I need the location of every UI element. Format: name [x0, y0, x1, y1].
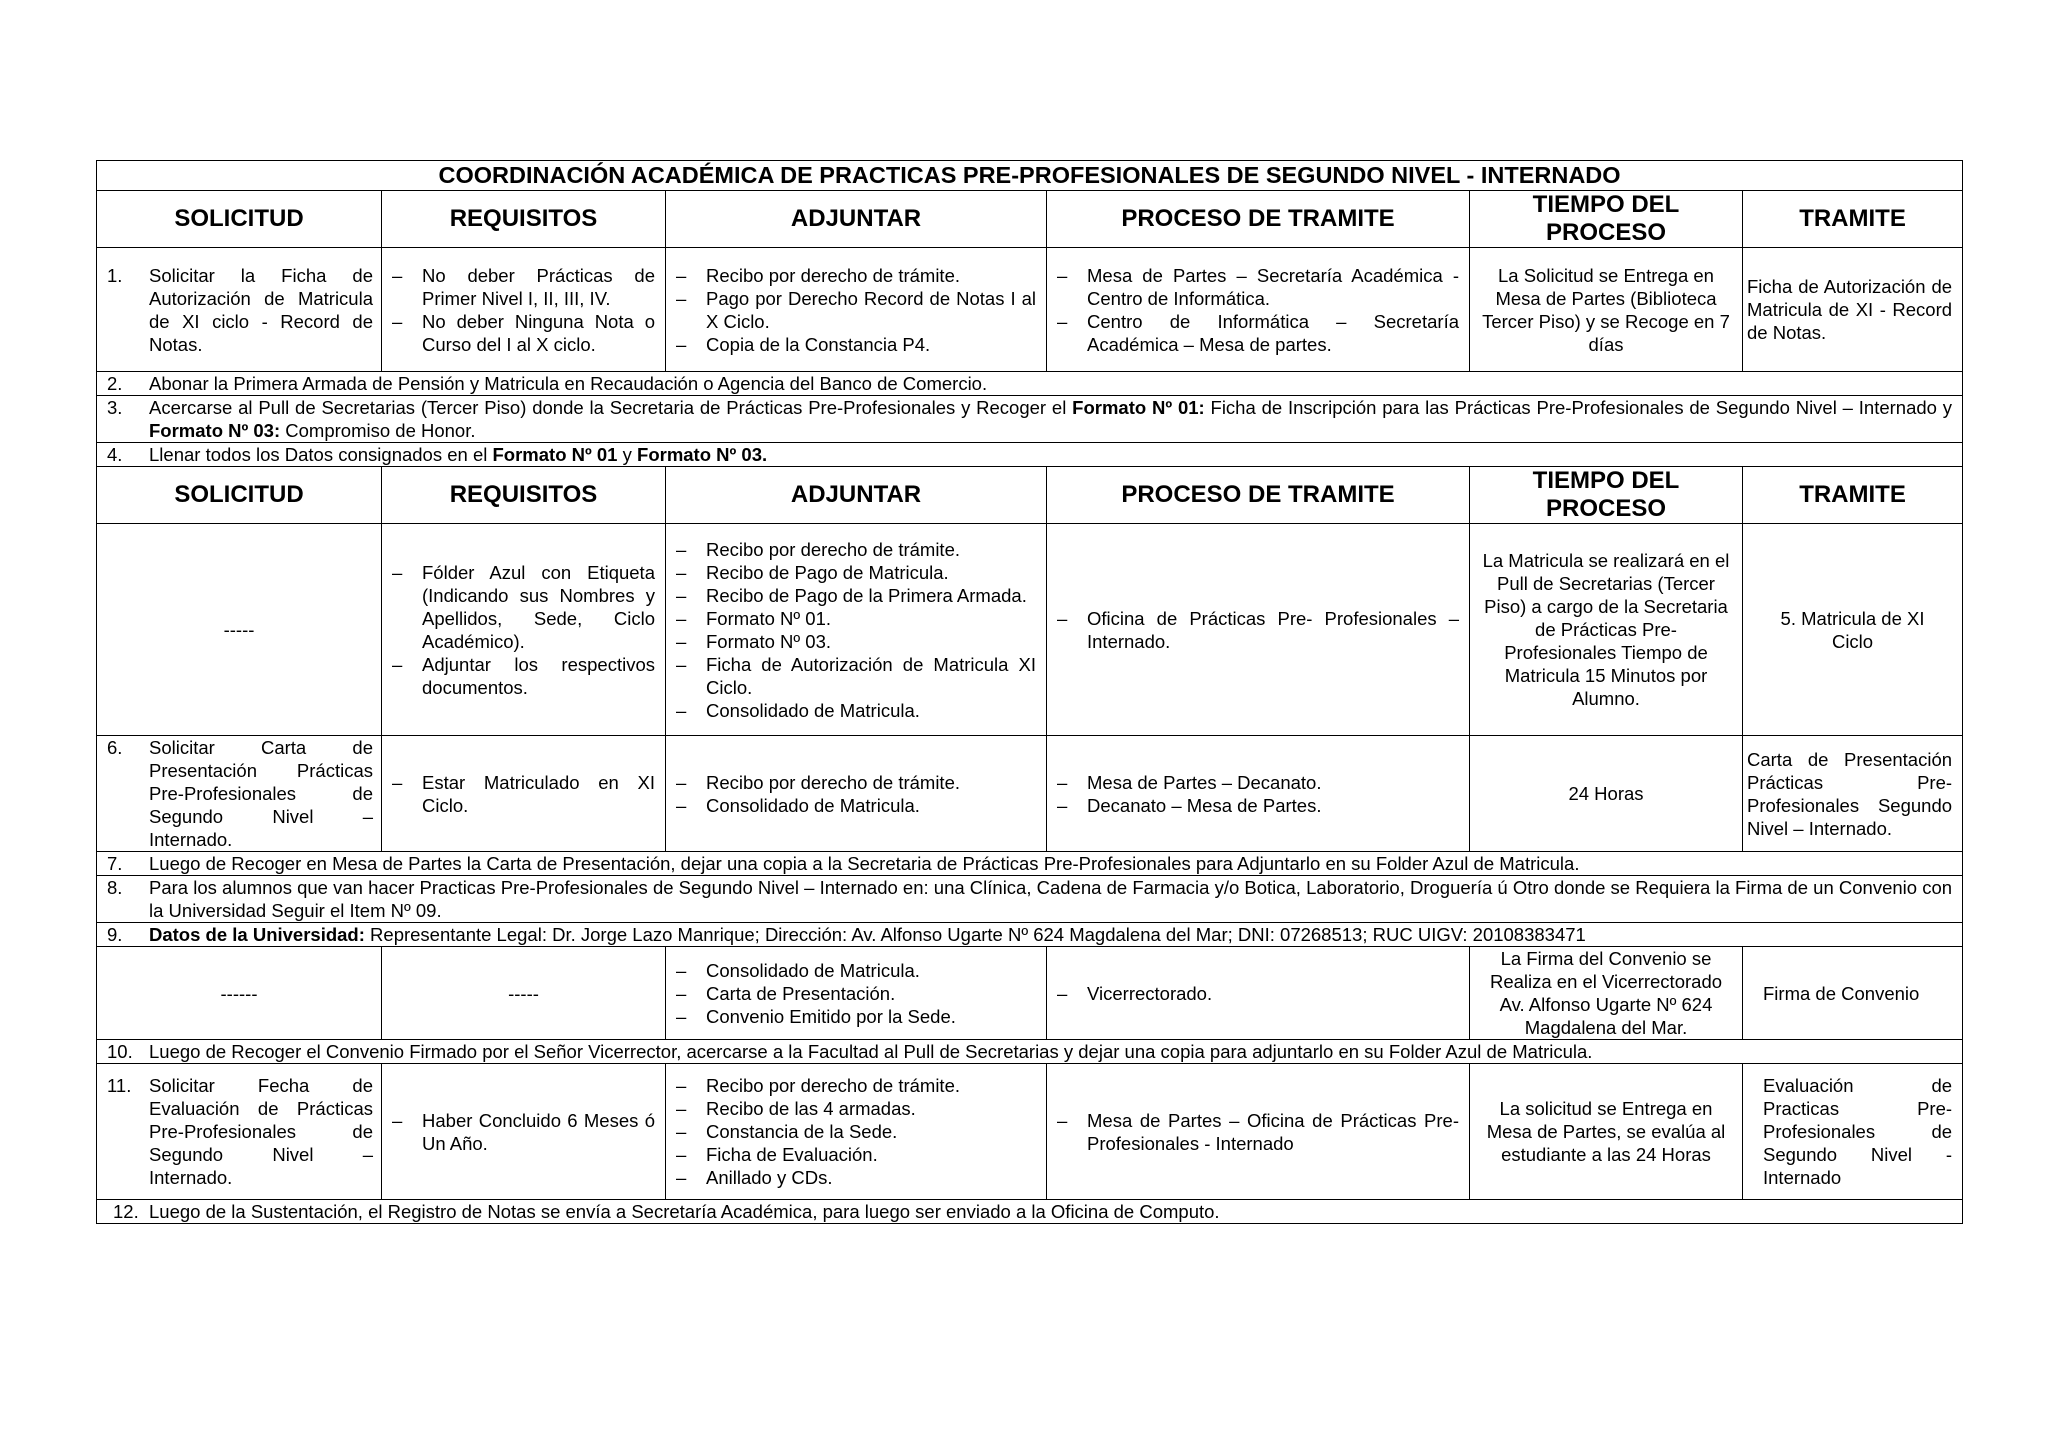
cell-proceso [1047, 1064, 1470, 1200]
cell-tiempo: La solicitud se Entrega en Mesa de Partes, se evalúa al estudiante a las 24 Horas [1470, 1064, 1743, 1200]
note-text [149, 923, 1952, 946]
list-item: – Recibo por derecho de trámite. [676, 538, 1036, 561]
list-item: – Recibo por derecho de trámite. [676, 1074, 1036, 1097]
note-text: Luego de la Sustentación, el Registro de Notas se envía a Secretaría Académica, para luego ser enviado a la Oficina de Computo. [149, 1201, 1220, 1222]
formato-03-label: Formato Nº 03. [637, 444, 768, 465]
table-row-5 [97, 524, 1963, 736]
cell-solicitud [97, 1064, 382, 1200]
cell-tiempo: La Firma del Convenio se Realiza en el Vicerrectorado Av. Alfonso Ugarte Nº 624 Magdalena del Mar. [1470, 947, 1743, 1040]
solicitud-text: Solicitar Carta de Presentación Prácticas Pre-Profesionales de Segundo Nivel – Internado. [149, 737, 373, 850]
list-item: – Recibo por derecho de trámite. [676, 771, 1036, 794]
cell-adjuntar [666, 248, 1047, 372]
header-adjuntar: ADJUNTAR [666, 467, 1047, 524]
cell-requisitos [382, 524, 666, 736]
list-item: – Ficha de Evaluación. [676, 1143, 1036, 1166]
list-item: – Haber Concluido 6 Meses ó Un Año. [392, 1109, 655, 1155]
cell-solicitud: ------ [97, 947, 382, 1040]
note-text-part: Llenar todos los Datos consignados en el [149, 444, 493, 465]
cell-solicitud: ----- [97, 524, 382, 736]
item-number: 1. [107, 264, 123, 286]
cell-tramite: Ficha de Autorización de Matricula de XI - Record de Notas. [1743, 248, 1963, 372]
list-item: – Consolidado de Matricula. [676, 794, 1036, 817]
list-item: – Recibo de las 4 armadas. [676, 1097, 1036, 1120]
note-text [149, 396, 1952, 442]
cell-proceso [1047, 248, 1470, 372]
note-text: Luego de Recoger en Mesa de Partes la Carta de Presentación, dejar una copia a la Secretaria de Prácticas Pre-Profesionales para Adjuntarlo en su Folder Azul de Matricula. [149, 853, 1580, 874]
list-item: – Consolidado de Matricula. [676, 699, 1036, 722]
note-text-part: Compromiso de Honor. [280, 420, 476, 441]
header-requisitos: REQUISITOS [382, 191, 666, 248]
document-page [96, 160, 1962, 1224]
cell-adjuntar [666, 524, 1047, 736]
note-text-part: y [617, 444, 638, 465]
formato-01-label: Formato Nº 01: [1072, 397, 1205, 418]
list-item: – Recibo de Pago de Matricula. [676, 561, 1036, 584]
list-item: – Ficha de Autorización de Matricula XI Ciclo. [676, 653, 1036, 699]
list-item: – No deber Prácticas de Primer Nivel I, II, III, IV. [392, 264, 655, 310]
list-item: – Convenio Emitido por la Sede. [676, 1005, 1036, 1028]
item-number: 10. [107, 1041, 133, 1062]
cell-tramite: Carta de Presentación Prácticas Pre-Profesionales Segundo Nivel – Internado. [1743, 736, 1963, 852]
list-item: – Estar Matriculado en XI Ciclo. [392, 771, 655, 817]
cell-proceso [1047, 947, 1470, 1040]
cell-tiempo: La Solicitud se Entrega en Mesa de Partes (Biblioteca Tercer Piso) y se Recoge en 7 días [1470, 248, 1743, 372]
header-tiempo: TIEMPO DEL PROCESO [1470, 467, 1743, 524]
note-row-9 [97, 923, 1963, 947]
solicitud-text: Solicitar la Ficha de Autorización de Matricula de XI ciclo - Record de Notas. [149, 264, 373, 355]
item-number: 2. [107, 373, 123, 394]
note-row-7 [97, 852, 1963, 876]
note-text [149, 443, 1952, 466]
cell-proceso [1047, 524, 1470, 736]
cell-tiempo: 24 Horas [1470, 736, 1743, 852]
cell-proceso [1047, 736, 1470, 852]
list-item: – Formato Nº 01. [676, 607, 1036, 630]
list-item: – Constancia de la Sede. [676, 1120, 1036, 1143]
header-row-2 [97, 467, 1963, 524]
list-item: – Recibo de Pago de la Primera Armada. [676, 584, 1036, 607]
note-text-part: Ficha de Inscripción para las Prácticas Pre-Profesionales de Segundo Nivel – Internado y [1204, 397, 1953, 418]
list-item: – Oficina de Prácticas Pre- Profesionales – Internado. [1057, 607, 1459, 653]
cell-tramite: Evaluación de Practicas Pre-Profesionales de Segundo Nivel - Internado [1743, 1064, 1963, 1200]
list-item: – Mesa de Partes – Secretaría Académica - Centro de Informática. [1057, 264, 1459, 310]
cell-adjuntar [666, 947, 1047, 1040]
item-number: 6. [107, 737, 123, 758]
header-adjuntar: ADJUNTAR [666, 191, 1047, 248]
list-item: – Centro de Informática – Secretaría Académica – Mesa de partes. [1057, 310, 1459, 356]
note-text: Abonar la Primera Armada de Pensión y Matricula en Recaudación o Agencia del Banco de Comercio. [149, 373, 988, 394]
note-row-10 [97, 1040, 1963, 1064]
note-row-2 [97, 372, 1963, 396]
list-item: – Copia de la Constancia P4. [676, 333, 1036, 356]
cell-requisitos [382, 736, 666, 852]
university-data-label: Datos de la Universidad: [149, 924, 365, 945]
header-tiempo: TIEMPO DEL PROCESO [1470, 191, 1743, 248]
note-row-4 [97, 443, 1963, 467]
cell-requisitos: ----- [382, 947, 666, 1040]
list-item: – Pago por Derecho Record de Notas I al X Ciclo. [676, 287, 1036, 333]
header-tramite: TRAMITE [1743, 467, 1963, 524]
header-solicitud: SOLICITUD [97, 467, 382, 524]
cell-solicitud [97, 736, 382, 852]
cell-solicitud [97, 248, 382, 372]
header-row-1 [97, 191, 1963, 248]
note-text-part: Acercarse al Pull de Secretarias (Tercer Piso) donde la Secretaria de Prácticas Pre-Profesionales y Recoger el [149, 397, 1073, 418]
note-text: Para los alumnos que van hacer Practicas Pre-Profesionales de Segundo Nivel – Internado en: una Clínica, Cadena de Farmacia y/o Botica, Laboratorio, Droguería ú Otro donde se Requiera la Firma de un Convenio con la Universidad Seguir el Item Nº 09. [149, 877, 1953, 921]
note-text: Luego de Recoger el Convenio Firmado por el Señor Vicerrector, acercarse a la Facultad al Pull de Secretarias y dejar una copia para adjuntarlo en su Folder Azul de Matricula. [149, 1041, 1593, 1062]
list-item: – Consolidado de Matricula. [676, 959, 1036, 982]
cell-adjuntar [666, 1064, 1047, 1200]
table-row-9 [97, 947, 1963, 1040]
item-number: 8. [107, 877, 123, 898]
cell-requisitos [382, 248, 666, 372]
item-number: 11. [107, 1075, 132, 1096]
cell-requisitos [382, 1064, 666, 1200]
list-item: – Decanato – Mesa de Partes. [1057, 794, 1459, 817]
list-item: – Vicerrectorado. [1057, 982, 1459, 1005]
cell-adjuntar [666, 736, 1047, 852]
header-proceso: PROCESO DE TRAMITE [1047, 191, 1470, 248]
note-row-3 [97, 396, 1963, 443]
list-item: – Adjuntar los respectivos documentos. [392, 653, 655, 699]
header-tramite: TRAMITE [1743, 191, 1963, 248]
cell-tramite: 5. Matricula de XI Ciclo [1743, 524, 1963, 736]
university-data-text: Representante Legal: Dr. Jorge Lazo Manrique; Dirección: Av. Alfonso Ugarte Nº 624 Magdalena del Mar; DNI: 07268513; RUC UIGV: 20108383471 [364, 924, 1586, 945]
document-title: COORDINACIÓN ACADÉMICA DE PRACTICAS PRE-PROFESIONALES DE SEGUNDO NIVEL - INTERNADO [97, 161, 1963, 191]
list-item: – Mesa de Partes – Oficina de Prácticas Pre-Profesionales - Internado [1057, 1109, 1459, 1155]
list-item: – No deber Ninguna Nota o Curso del I al X ciclo. [392, 310, 655, 356]
formato-03-label: Formato Nº 03: [149, 420, 281, 441]
cell-tiempo: La Matricula se realizará en el Pull de Secretarias (Tercer Piso) a cargo de la Secretaria de Prácticas Pre-Profesionales Tiempo de Matricula 15 Minutos por Alumno. [1470, 524, 1743, 736]
table-row-1 [97, 248, 1963, 372]
note-row-8 [97, 876, 1963, 923]
header-proceso: PROCESO DE TRAMITE [1047, 467, 1470, 524]
cell-tramite: Firma de Convenio [1743, 947, 1963, 1040]
item-number: 3. [107, 397, 123, 418]
list-item: – Anillado y CDs. [676, 1166, 1036, 1189]
item-number: 4. [107, 444, 123, 465]
formato-01-label: Formato Nº 01 [492, 444, 618, 465]
procedures-table [96, 160, 1963, 1224]
list-item: – Carta de Presentación. [676, 982, 1036, 1005]
item-number: 7. [107, 853, 123, 874]
table-row-11 [97, 1064, 1963, 1200]
item-number: 9. [107, 924, 123, 945]
header-solicitud: SOLICITUD [97, 191, 382, 248]
list-item: – Mesa de Partes – Decanato. [1057, 771, 1459, 794]
note-row-12 [97, 1200, 1963, 1224]
table-row-6 [97, 736, 1963, 852]
solicitud-text: Solicitar Fecha de Evaluación de Prácticas Pre-Profesionales de Segundo Nivel – Internado. [149, 1075, 373, 1188]
list-item: – Fólder Azul con Etiqueta (Indicando sus Nombres y Apellidos, Sede, Ciclo Académico). [392, 561, 655, 653]
item-number: 12. [113, 1201, 139, 1222]
list-item: – Formato Nº 03. [676, 630, 1036, 653]
list-item: – Recibo por derecho de trámite. [676, 264, 1036, 287]
header-requisitos: REQUISITOS [382, 467, 666, 524]
title-row [97, 161, 1963, 191]
